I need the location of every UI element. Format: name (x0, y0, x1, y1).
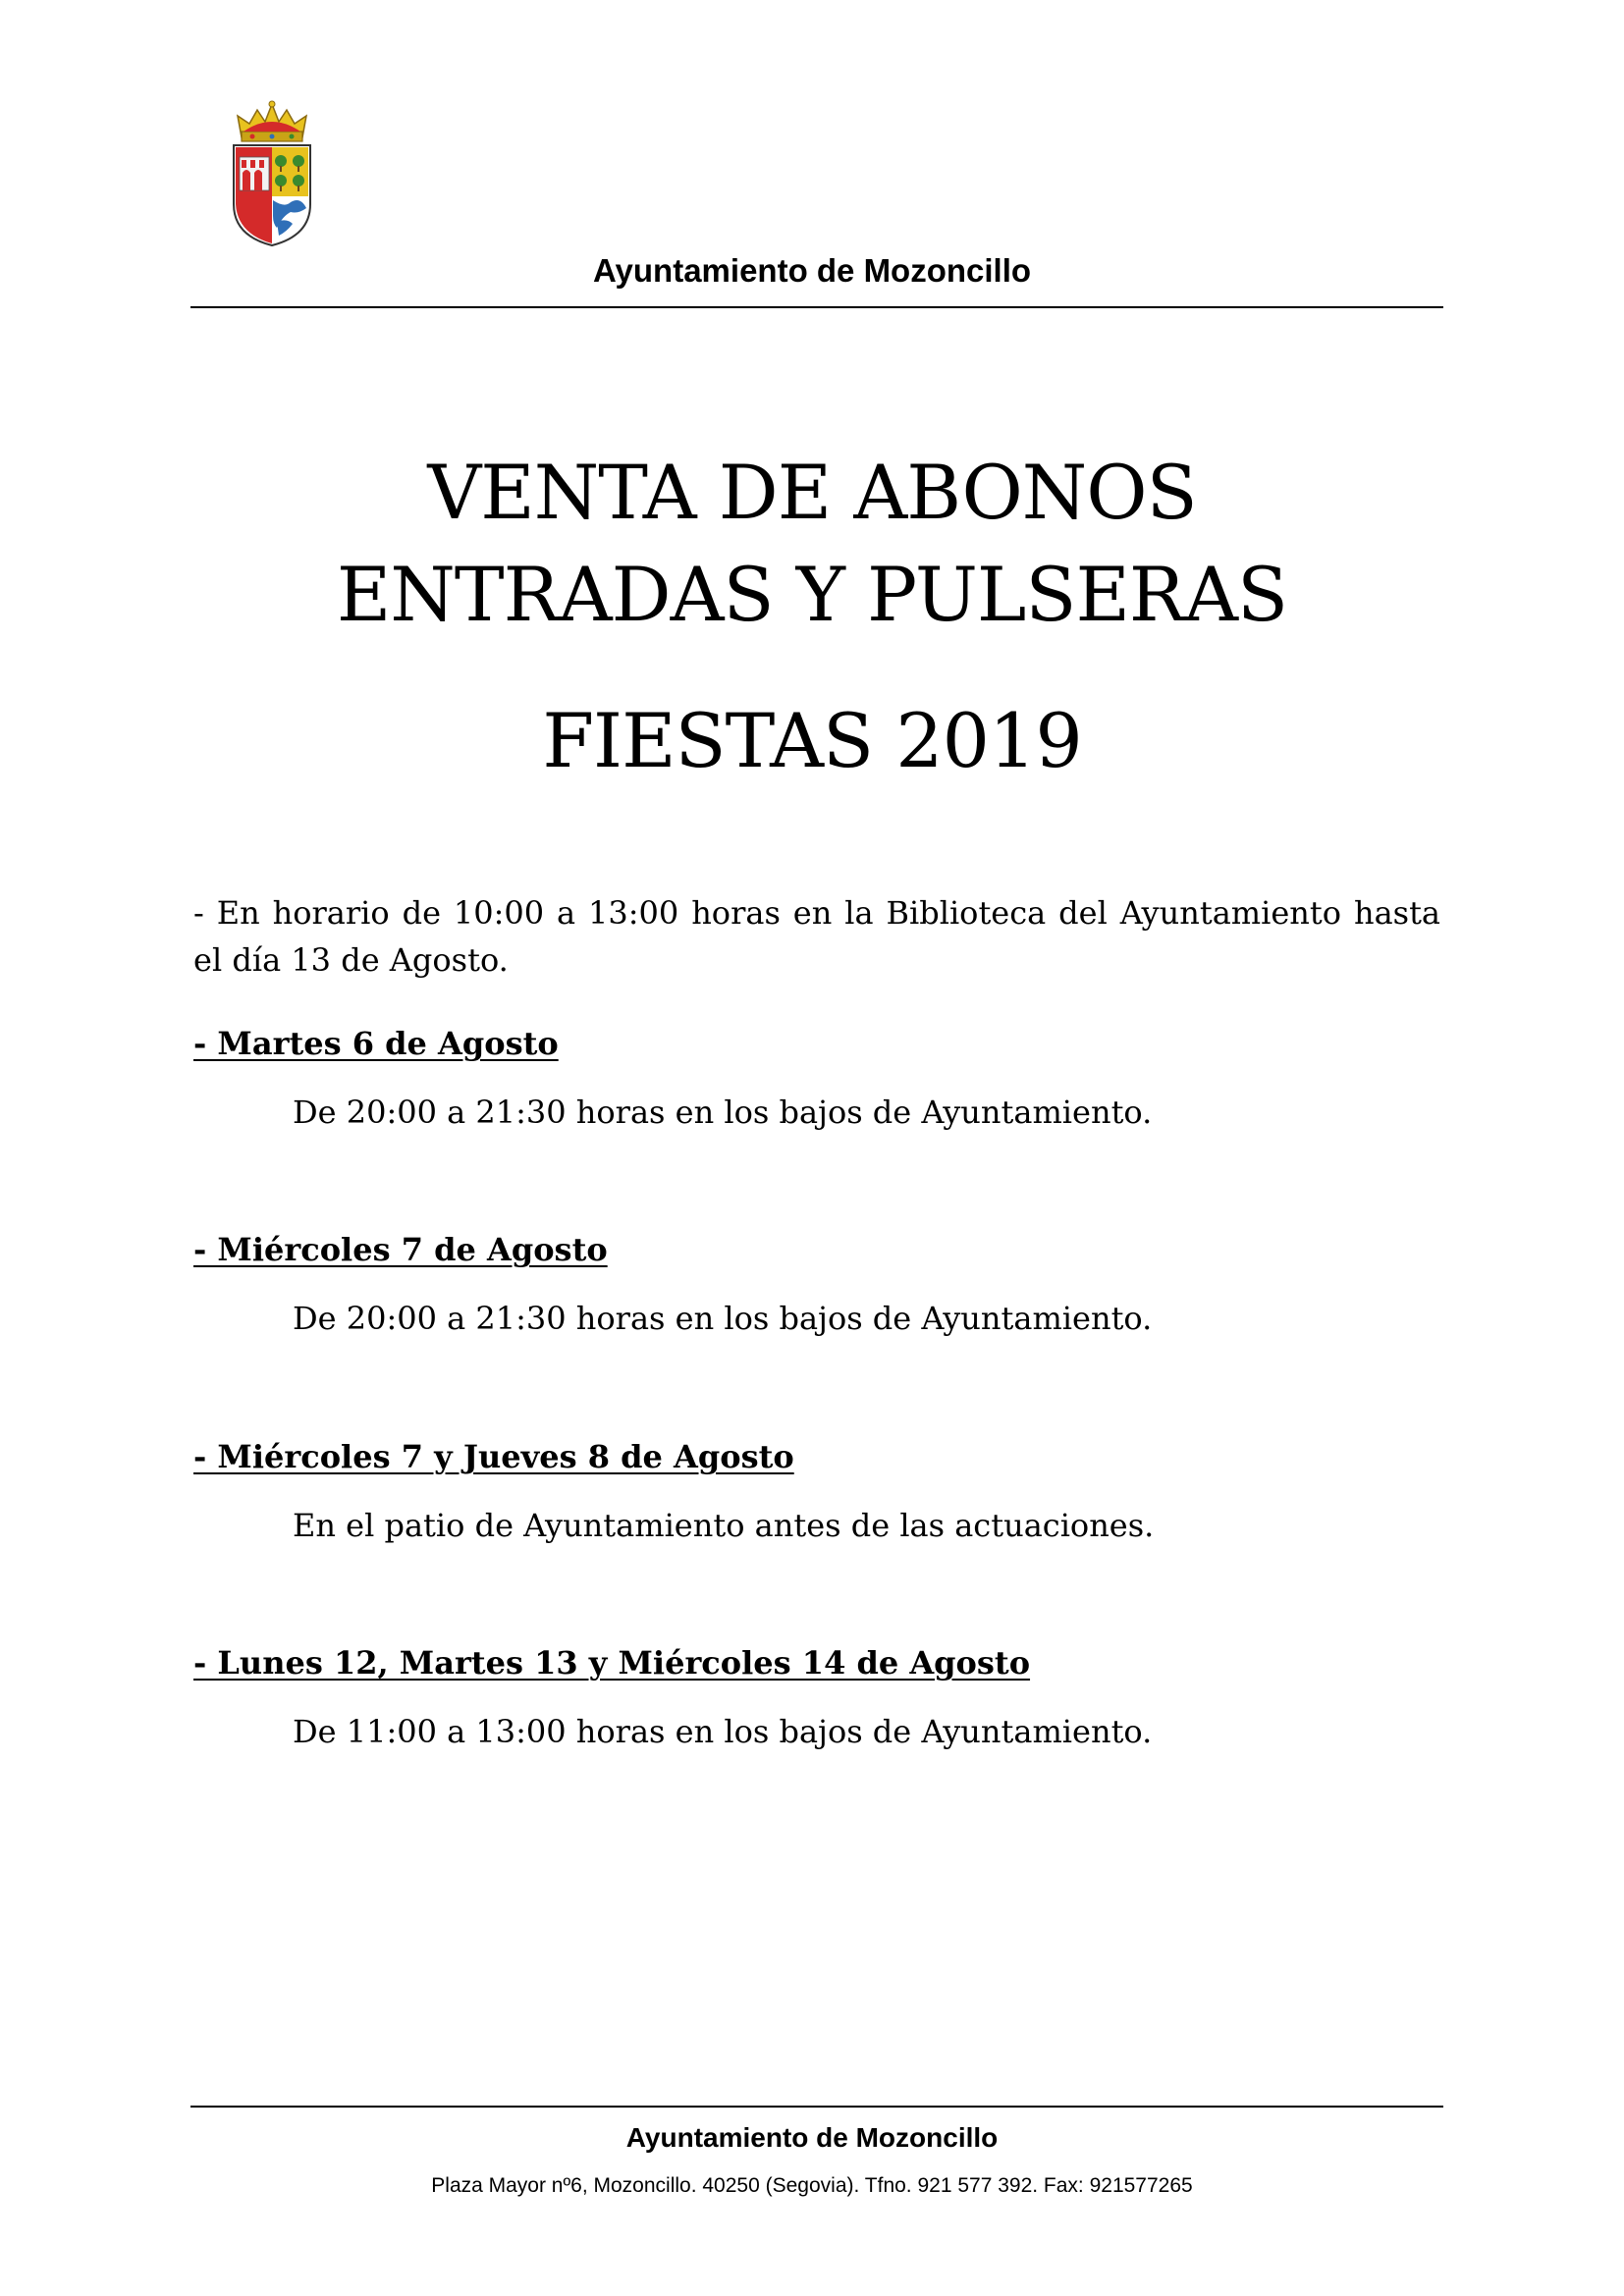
title-line-1: VENTA DE ABONOS (427, 449, 1197, 536)
footer-title: Ayuntamiento de Mozoncillo (625, 2122, 999, 2153)
schedule-detail-1: De 20:00 a 21:30 horas en los bajos de Ayuntamiento. (293, 1094, 1153, 1131)
schedule-heading-3: - Miércoles 7 y Jueves 8 de Agosto (193, 1438, 794, 1475)
footer-divider (190, 2106, 1443, 2108)
intro-line-1: - En horario de 10:00 a 13:00 horas en la Biblioteca del Ayuntamiento hasta (193, 894, 1440, 932)
schedule-heading-4: - Lunes 12, Martes 13 y Miércoles 14 de Agosto (193, 1644, 1031, 1682)
intro-line-2: el día 13 de Agosto. (193, 941, 509, 979)
header-title: Ayuntamiento de Mozoncillo (592, 252, 1032, 289)
title-line-2: ENTRADAS Y PULSERAS (336, 551, 1288, 638)
title-line-3: FIESTAS 2019 (542, 697, 1082, 784)
schedule-detail-4: De 11:00 a 13:00 horas en los bajos de Ayuntamiento. (293, 1713, 1153, 1750)
schedule-detail-2: De 20:00 a 21:30 horas en los bajos de Ayuntamiento. (293, 1300, 1153, 1337)
header-divider (190, 306, 1443, 308)
coat-of-arms-icon (228, 98, 316, 247)
intro-paragraph (193, 889, 1440, 984)
schedule-detail-3: En el patio de Ayuntamiento antes de las actuaciones. (293, 1507, 1155, 1544)
footer-address: Plaza Mayor nº6, Mozoncillo. 40250 (Segovia). Tfno. 921 577 392. Fax: 921577265 (431, 2174, 1193, 2197)
schedule-heading-2: - Miércoles 7 de Agosto (193, 1231, 608, 1268)
schedule-heading-1: - Martes 6 de Agosto (193, 1025, 559, 1062)
